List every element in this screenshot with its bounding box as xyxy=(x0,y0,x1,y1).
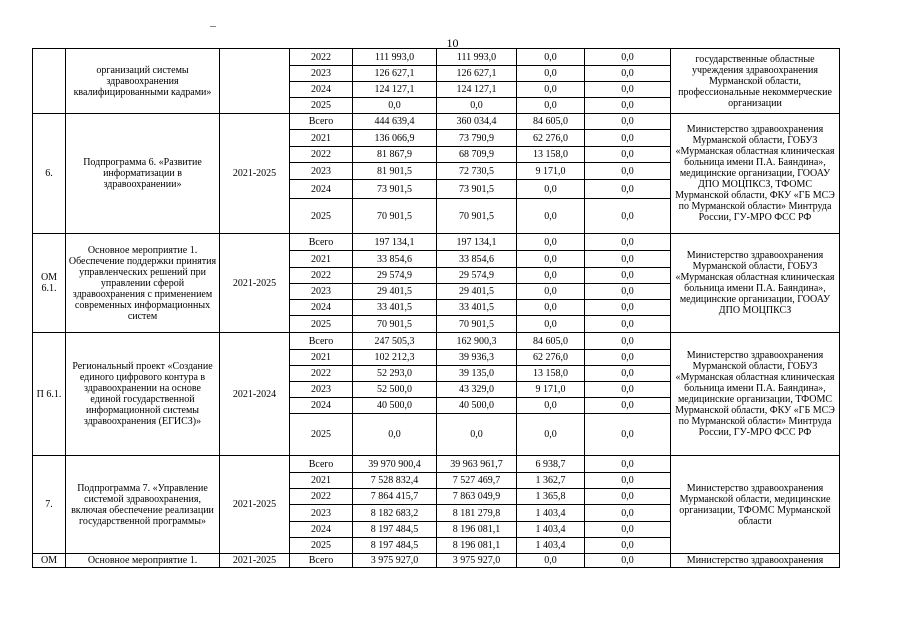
cell-year: 2022 xyxy=(290,147,353,163)
cell-total: 81 901,5 xyxy=(353,163,437,180)
cell-year: 2023 xyxy=(290,382,353,398)
row-executors: Министерство здравоохранения Мурманской области, ГОБУЗ «Мурманская областная клиническая больница имени П.А. Баяндина», медицинские организации, ГООАУ ДПО МОЦПКСЗ xyxy=(671,234,840,333)
cell-year: 2025 xyxy=(290,538,353,554)
cell-federal: 1 362,7 xyxy=(517,473,585,489)
cell-federal: 9 171,0 xyxy=(517,382,585,398)
cell-total: 39 970 900,4 xyxy=(353,456,437,473)
cell-regional: 73 790,9 xyxy=(437,130,517,147)
cell-regional: 0,0 xyxy=(437,414,517,456)
cell-federal: 0,0 xyxy=(517,398,585,414)
cell-regional: 40 500,0 xyxy=(437,398,517,414)
cell-other: 0,0 xyxy=(585,505,671,522)
row-code: ОМ xyxy=(33,554,66,568)
row-name: Региональный проект «Создание единого цифрового контура в здравоохранении на основе единой государственной информационной системы здравоохранения (ЕГИСЗ)» xyxy=(66,333,220,456)
cell-total: 8 197 484,5 xyxy=(353,522,437,538)
cell-total: 197 134,1 xyxy=(353,234,437,251)
cell-year: 2022 xyxy=(290,49,353,66)
cell-other: 0,0 xyxy=(585,180,671,199)
cell-federal: 0,0 xyxy=(517,49,585,66)
row-executors: Министерство здравоохранения Мурманской области, медицинские организации, ТФОМС Мурманской области xyxy=(671,456,840,554)
cell-federal: 1 403,4 xyxy=(517,522,585,538)
cell-federal: 0,0 xyxy=(517,316,585,333)
cell-other: 0,0 xyxy=(585,382,671,398)
row-period: 2021-2025 xyxy=(220,554,290,568)
cell-total: 102 212,3 xyxy=(353,350,437,366)
cell-year: 2022 xyxy=(290,268,353,284)
cell-year: Всего xyxy=(290,456,353,473)
cell-other: 0,0 xyxy=(585,350,671,366)
cell-other: 0,0 xyxy=(585,268,671,284)
cell-year: 2024 xyxy=(290,300,353,316)
cell-total: 126 627,1 xyxy=(353,66,437,82)
cell-other: 0,0 xyxy=(585,333,671,350)
cell-regional: 197 134,1 xyxy=(437,234,517,251)
cell-federal: 62 276,0 xyxy=(517,350,585,366)
cell-other: 0,0 xyxy=(585,522,671,538)
cell-year: 2024 xyxy=(290,398,353,414)
cell-other: 0,0 xyxy=(585,366,671,382)
cell-federal: 84 605,0 xyxy=(517,333,585,350)
table-row xyxy=(33,456,840,473)
cell-total: 33 854,6 xyxy=(353,251,437,268)
cell-other: 0,0 xyxy=(585,234,671,251)
row-period: 2021-2024 xyxy=(220,333,290,456)
cell-total: 7 528 832,4 xyxy=(353,473,437,489)
cell-federal: 0,0 xyxy=(517,82,585,98)
cell-other: 0,0 xyxy=(585,284,671,300)
cell-other: 0,0 xyxy=(585,163,671,180)
cell-total: 40 500,0 xyxy=(353,398,437,414)
cell-other: 0,0 xyxy=(585,130,671,147)
cell-total: 8 197 484,5 xyxy=(353,538,437,554)
cell-regional: 0,0 xyxy=(437,98,517,114)
cell-total: 33 401,5 xyxy=(353,300,437,316)
cell-regional: 111 993,0 xyxy=(437,49,517,66)
cell-other: 0,0 xyxy=(585,473,671,489)
cell-total: 52 293,0 xyxy=(353,366,437,382)
cell-regional: 72 730,5 xyxy=(437,163,517,180)
cell-total: 247 505,3 xyxy=(353,333,437,350)
cell-federal: 62 276,0 xyxy=(517,130,585,147)
table-body xyxy=(33,49,840,568)
row-code xyxy=(33,49,66,114)
row-name: организаций системы здравоохранения квалифицированными кадрами» xyxy=(66,49,220,114)
cell-total: 81 867,9 xyxy=(353,147,437,163)
cell-other: 0,0 xyxy=(585,49,671,66)
cell-total: 29 401,5 xyxy=(353,284,437,300)
cell-regional: 7 863 049,9 xyxy=(437,489,517,505)
cell-other: 0,0 xyxy=(585,114,671,130)
cell-regional: 33 401,5 xyxy=(437,300,517,316)
cell-year: 2023 xyxy=(290,163,353,180)
cell-federal: 0,0 xyxy=(517,554,585,568)
cell-other: 0,0 xyxy=(585,199,671,234)
cell-federal: 0,0 xyxy=(517,251,585,268)
cell-federal: 0,0 xyxy=(517,300,585,316)
cell-regional: 70 901,5 xyxy=(437,199,517,234)
cell-other: 0,0 xyxy=(585,554,671,568)
row-executors: государственные областные учреждения здравоохранения Мурманской области, профессиональные некоммерческие организации xyxy=(671,49,840,114)
cell-regional: 360 034,4 xyxy=(437,114,517,130)
cell-regional: 124 127,1 xyxy=(437,82,517,98)
cell-federal: 0,0 xyxy=(517,98,585,114)
row-code: 7. xyxy=(33,456,66,554)
cell-year: 2025 xyxy=(290,98,353,114)
cell-federal: 9 171,0 xyxy=(517,163,585,180)
cell-federal: 13 158,0 xyxy=(517,366,585,382)
cell-year: Всего xyxy=(290,554,353,568)
cell-federal: 0,0 xyxy=(517,414,585,456)
cell-total: 3 975 927,0 xyxy=(353,554,437,568)
table-row xyxy=(33,333,840,350)
cell-regional: 126 627,1 xyxy=(437,66,517,82)
row-executors: Министерство здравоохранения xyxy=(671,554,840,568)
cell-other: 0,0 xyxy=(585,82,671,98)
cell-year: Всего xyxy=(290,114,353,130)
row-name: Подпрограмма 7. «Управление системой здравоохранения, включая обеспечение реализации государственной программы» xyxy=(66,456,220,554)
row-executors: Министерство здравоохранения Мурманской области, ГОБУЗ «Мурманская областная клиническая больница имени П.А. Баяндина», медицинские организации, ТФОМС Мурманской области, ФКУ «ГБ МСЭ по Мурманской области» Минтруда России, ГУ-МРО ФСС РФ xyxy=(671,333,840,456)
cell-year: 2024 xyxy=(290,82,353,98)
cell-year: 2022 xyxy=(290,489,353,505)
row-code: ОМ 6.1. xyxy=(33,234,66,333)
cell-regional: 8 196 081,1 xyxy=(437,538,517,554)
cell-total: 136 066,9 xyxy=(353,130,437,147)
cell-regional: 29 574,9 xyxy=(437,268,517,284)
cell-total: 124 127,1 xyxy=(353,82,437,98)
table-row xyxy=(33,114,840,130)
cell-regional: 70 901,5 xyxy=(437,316,517,333)
table-row xyxy=(33,49,840,66)
cell-total: 29 574,9 xyxy=(353,268,437,284)
cell-federal: 0,0 xyxy=(517,66,585,82)
cell-regional: 8 181 279,8 xyxy=(437,505,517,522)
cell-other: 0,0 xyxy=(585,456,671,473)
cell-federal: 1 403,4 xyxy=(517,505,585,522)
cell-federal: 0,0 xyxy=(517,199,585,234)
cell-total: 444 639,4 xyxy=(353,114,437,130)
cell-total: 8 182 683,2 xyxy=(353,505,437,522)
row-name: Основное мероприятие 1. Обеспечение поддержки принятия управленческих решений при управлении сферой здравоохранения с применением современных информационных систем xyxy=(66,234,220,333)
cell-total: 70 901,5 xyxy=(353,316,437,333)
cell-regional: 162 900,3 xyxy=(437,333,517,350)
row-executors: Министерство здравоохранения Мурманской области, ГОБУЗ «Мурманская областная клиническая больница имени П.А. Баяндина», медицинские организации, ГООАУ ДПО МОЦПКСЗ, ТФОМС Мурманской области, ФКУ «ГБ МСЭ по Мурманской области» Минтруда России, ГУ-МРО ФСС РФ xyxy=(671,114,840,234)
cell-other: 0,0 xyxy=(585,147,671,163)
cell-total: 70 901,5 xyxy=(353,199,437,234)
cell-year: Всего xyxy=(290,234,353,251)
cell-other: 0,0 xyxy=(585,251,671,268)
cell-other: 0,0 xyxy=(585,398,671,414)
row-name: Подпрограмма 6. «Развитие информатизации в здравоохранении» xyxy=(66,114,220,234)
cell-federal: 1 365,8 xyxy=(517,489,585,505)
cell-other: 0,0 xyxy=(585,316,671,333)
cell-regional: 68 709,9 xyxy=(437,147,517,163)
cell-federal: 1 403,4 xyxy=(517,538,585,554)
cell-federal: 13 158,0 xyxy=(517,147,585,163)
cell-total: 73 901,5 xyxy=(353,180,437,199)
row-period xyxy=(220,49,290,114)
cell-year: 2023 xyxy=(290,505,353,522)
cell-total: 0,0 xyxy=(353,98,437,114)
page-number: 10 xyxy=(446,36,459,50)
cell-other: 0,0 xyxy=(585,300,671,316)
cell-regional: 39 936,3 xyxy=(437,350,517,366)
cell-year: 2024 xyxy=(290,522,353,538)
cell-total: 52 500,0 xyxy=(353,382,437,398)
cell-year: 2021 xyxy=(290,130,353,147)
cell-regional: 29 401,5 xyxy=(437,284,517,300)
cell-other: 0,0 xyxy=(585,489,671,505)
cell-year: 2024 xyxy=(290,180,353,199)
table-row xyxy=(33,234,840,251)
cell-federal: 0,0 xyxy=(517,234,585,251)
cell-federal: 0,0 xyxy=(517,284,585,300)
row-code: П 6.1. xyxy=(33,333,66,456)
table-row xyxy=(33,554,840,568)
cell-regional: 8 196 081,1 xyxy=(437,522,517,538)
cell-regional: 39 135,0 xyxy=(437,366,517,382)
cell-regional: 73 901,5 xyxy=(437,180,517,199)
cell-year: 2021 xyxy=(290,350,353,366)
cell-total: 111 993,0 xyxy=(353,49,437,66)
cell-total: 0,0 xyxy=(353,414,437,456)
cell-year: 2025 xyxy=(290,199,353,234)
cell-regional: 39 963 961,7 xyxy=(437,456,517,473)
cell-regional: 3 975 927,0 xyxy=(437,554,517,568)
cell-other: 0,0 xyxy=(585,538,671,554)
cell-year: 2021 xyxy=(290,473,353,489)
budget-table xyxy=(32,48,840,568)
cell-other: 0,0 xyxy=(585,66,671,82)
cell-year: 2025 xyxy=(290,414,353,456)
row-period: 2021-2025 xyxy=(220,456,290,554)
row-name: Основное мероприятие 1. xyxy=(66,554,220,568)
cell-regional: 7 527 469,7 xyxy=(437,473,517,489)
cell-federal: 6 938,7 xyxy=(517,456,585,473)
row-code: 6. xyxy=(33,114,66,234)
cell-regional: 33 854,6 xyxy=(437,251,517,268)
cell-federal: 0,0 xyxy=(517,180,585,199)
cell-total: 7 864 415,7 xyxy=(353,489,437,505)
cell-federal: 84 605,0 xyxy=(517,114,585,130)
cell-year: 2022 xyxy=(290,366,353,382)
cell-other: 0,0 xyxy=(585,98,671,114)
cell-regional: 43 329,0 xyxy=(437,382,517,398)
cell-year: 2025 xyxy=(290,316,353,333)
cell-year: 2023 xyxy=(290,284,353,300)
cell-year: 2023 xyxy=(290,66,353,82)
row-period: 2021-2025 xyxy=(220,234,290,333)
cell-year: 2021 xyxy=(290,251,353,268)
row-period: 2021-2025 xyxy=(220,114,290,234)
cell-federal: 0,0 xyxy=(517,268,585,284)
cell-other: 0,0 xyxy=(585,414,671,456)
cell-year: Всего xyxy=(290,333,353,350)
scan-mark xyxy=(210,26,216,27)
